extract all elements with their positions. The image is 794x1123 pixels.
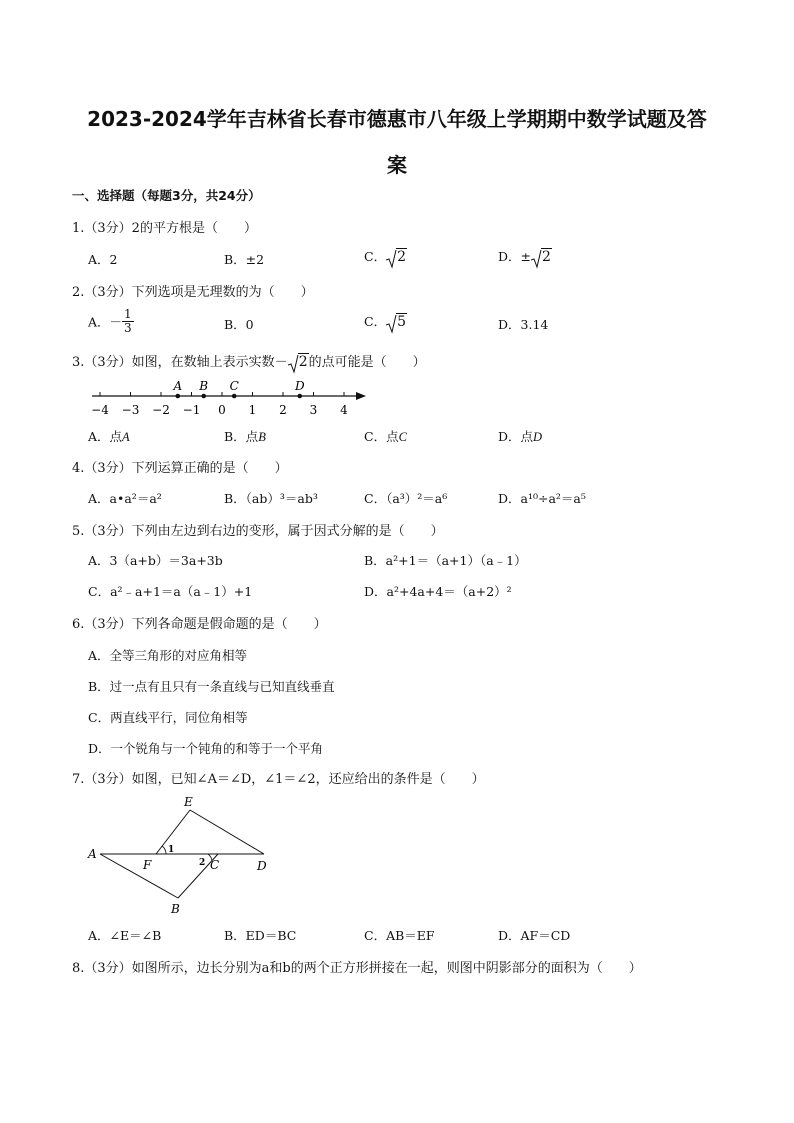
axis-tick-label: 2	[279, 403, 287, 417]
q4-option-c: C．（a³）²＝a⁶	[364, 491, 448, 506]
q2-option-c	[364, 312, 407, 330]
axis-tick-label: −3	[121, 403, 140, 417]
point-b-dot	[201, 394, 206, 399]
q3-option-b	[224, 427, 266, 445]
triangle-figure	[80, 792, 290, 922]
q1-option-a: A．2	[88, 252, 118, 267]
axis-tick-label: −1	[182, 403, 201, 417]
q2-option-d: D．3.14	[498, 317, 549, 332]
axis-tick-label: 1	[248, 403, 257, 417]
q7-stem: 7.（3分）如图，已知∠A＝∠D，∠1＝∠2，还应给出的条件是（ ）	[72, 772, 485, 787]
q2-stem: 2.（3分）下列选项是无理数的为（ ）	[72, 285, 314, 300]
label-f: F	[143, 858, 152, 872]
label-angle-2: 2	[199, 858, 206, 868]
q3-option-d	[498, 427, 542, 445]
angle-1-arc	[162, 846, 166, 854]
number-line-arrow	[356, 392, 366, 400]
q6-option-a: A．全等三角形的对应角相等	[88, 648, 248, 663]
q5-option-a: A．3（a+b）＝3a+3b	[88, 553, 223, 568]
q2-option-a-sign: －	[109, 314, 123, 330]
title-line-2: 案	[387, 153, 407, 177]
q5-option-c: C．a²﹣a+1＝a（a﹣1）+1	[88, 584, 253, 599]
q3-stem-prefix: 3.（3分）如图，在数轴上表示实数－	[72, 355, 288, 370]
q3-option-a-var: A	[122, 430, 130, 444]
q2-option-c-label: C．	[364, 314, 387, 329]
q3-option-c	[364, 427, 407, 445]
q1-option-c	[364, 247, 407, 265]
label-d: D	[257, 859, 267, 873]
q2-option-c-radicand: 5	[397, 314, 406, 330]
q3-option-d-label: D．点	[498, 429, 534, 444]
line-ab	[100, 854, 178, 898]
q3-stem	[72, 351, 426, 370]
q7-option-b: B．ED＝BC	[224, 928, 297, 943]
q1-option-d-label: D．±	[498, 249, 531, 264]
q3-option-c-label: C．点	[364, 429, 399, 444]
axis-tick-label: 3	[309, 403, 318, 417]
q6-stem: 6.（3分）下列各命题是假命题的是（ ）	[72, 617, 327, 632]
point-b-label: B	[199, 379, 209, 393]
line-ed	[190, 810, 264, 854]
q3-option-b-var: B	[258, 430, 266, 444]
q5-option-d: D．a²+4a+4＝（a+2）²	[364, 584, 512, 599]
sqrt-symbol	[288, 354, 309, 370]
q6-option-b: B．过一点有且只有一条直线与已知直线垂直	[88, 679, 335, 694]
label-angle-1: 1	[168, 845, 175, 855]
q5-option-b: B．a²+1＝（a+1）（a﹣1）	[364, 553, 527, 568]
q1-option-c-label: C．	[364, 249, 387, 264]
point-c-label: C	[229, 379, 239, 393]
sqrt-symbol	[531, 249, 552, 265]
fraction-numerator: 1	[124, 307, 132, 321]
q6-option-d: D．一个锐角与一个钝角的和等于一个平角	[88, 741, 324, 756]
q3-stem-radicand: 2	[298, 354, 308, 370]
axis-tick-label: 0	[218, 403, 226, 417]
point-a-label: A	[173, 379, 183, 393]
fraction	[122, 308, 134, 335]
number-line-figure	[80, 374, 380, 422]
q7-option-a: A．∠E＝∠B	[88, 928, 162, 943]
q1-stem: 1.（3分）2的平方根是（ ）	[72, 221, 257, 236]
q3-option-d-var: D	[533, 430, 543, 444]
point-a-dot	[175, 394, 180, 399]
q7-option-c: C．AB＝EF	[364, 928, 435, 943]
q3-option-c-var: C	[398, 430, 407, 444]
q3-option-a	[88, 427, 130, 445]
q7-option-d: D．AF＝CD	[498, 928, 571, 943]
point-c-dot	[232, 394, 237, 399]
axis-tick-label: −2	[152, 403, 170, 417]
point-d-dot	[297, 394, 302, 399]
point-d-label: D	[294, 379, 305, 393]
q4-option-d: D．a¹⁰÷a²＝a⁵	[498, 491, 586, 506]
axis-tick-label: 4	[340, 403, 348, 417]
q4-stem: 4.（3分）下列运算正确的是（ ）	[72, 461, 288, 476]
q1-option-b: B．±2	[224, 252, 265, 267]
q4-option-a: A．a•a²＝a²	[88, 491, 162, 506]
q4-option-b: B．（ab）³＝ab³	[224, 491, 318, 506]
label-c: C	[210, 858, 220, 872]
q2-option-a	[88, 308, 134, 335]
sqrt-symbol	[386, 314, 407, 330]
q2-option-a-label: A．	[88, 314, 110, 330]
axis-tick-label: −4	[91, 403, 109, 417]
label-a: A	[88, 847, 97, 861]
q8-stem: 8.（3分）如图所示，边长分别为a和b的两个正方形拼接在一起，则图中阴影部分的面积为（ ）	[72, 961, 642, 976]
q3-stem-suffix: 的点可能是（ ）	[308, 355, 426, 370]
label-e: E	[184, 795, 193, 809]
page-title	[60, 96, 734, 188]
q6-option-c: C．两直线平行，同位角相等	[88, 710, 248, 725]
q3-option-b-label: B．点	[224, 429, 259, 444]
q3-option-a-label: A．点	[88, 429, 123, 444]
q1-option-c-radicand: 2	[397, 249, 406, 265]
q5-stem: 5.（3分）下列由左边到右边的变形，属于因式分解的是（ ）	[72, 524, 444, 539]
sqrt-symbol	[386, 249, 407, 265]
title-line-1: 2023-2024学年吉林省长春市德惠市八年级上学期期中数学试题及答	[87, 107, 707, 131]
section-heading: 一、选择题（每题3分，共24分）	[72, 188, 261, 203]
fraction-denominator: 3	[124, 321, 132, 335]
label-b: B	[171, 902, 180, 916]
q1-option-d	[498, 247, 552, 265]
q2-option-b: B．0	[224, 317, 254, 332]
q1-option-d-radicand: 2	[542, 249, 551, 265]
